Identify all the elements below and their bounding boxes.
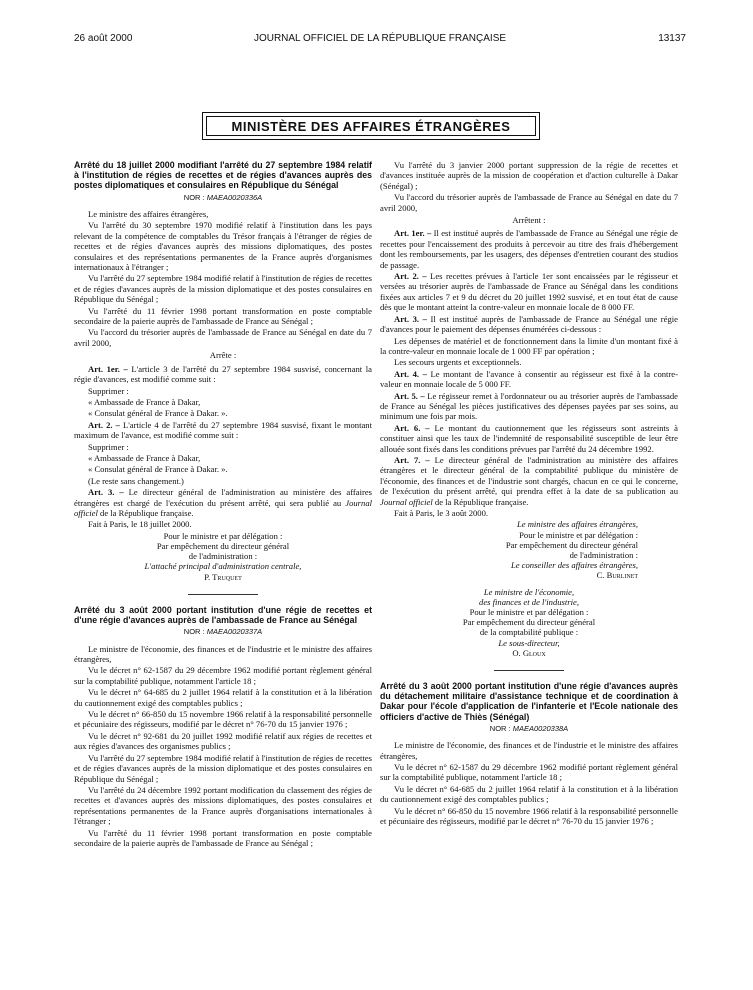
doc1-article-3 [74, 487, 372, 518]
article-text: Le directeur général de l'administration au ministère des affaires étrangères est chargé de l'exécution du présent arrêté, qui sera publié au [74, 487, 372, 508]
doc2-nor-code: MAEA0020337A [206, 627, 263, 637]
article-label: Art. 7. – [394, 454, 430, 465]
doc1-signature-line: de l'administration : [188, 551, 258, 562]
article-text: de la République française. [100, 507, 194, 518]
doc2-signature-line: de l'administration : [569, 550, 638, 561]
doc1-nor-label: NOR : [183, 192, 205, 202]
doc2-para: Vu l'accord du trésorier auprès de l'ambassade de France au Sénégal en date du 7 avril 2000, [380, 192, 678, 213]
doc2-fait: Fait à Paris, le 3 août 2000. [394, 508, 489, 518]
article-text: L'article 3 de l'arrêté du 27 septembre 1984 susvisé, concernant la régie d'avances, est modifié comme suit : [74, 363, 372, 385]
header-date: 26 août 2000 [74, 33, 133, 44]
doc2-arretent: Arrêtent : [512, 215, 546, 226]
doc3-para: Vu le décret n° 66-850 du 15 novembre 1966 relatif à la responsabilité personnelle et pécuniaire des régisseurs, modifié par le décret n° 76-70 du 15 janvier 1976 ; [380, 805, 678, 827]
doc1-para: « Ambassade de France à Dakar, [88, 452, 201, 463]
article-text: Le directeur général de l'administration au ministère des affaires étrangères et le directeur général de la comptabilité publique du ministère de l'économie, des finances et de l'industrie sont chargés, chacun en ce qui le concerne, de l'exécution du présent arrêté, qui prendra effet à la date de sa publication au [380, 454, 678, 497]
doc1-para: Vu l'arrêté du 11 février 1998 portant transformation en poste comptable secondaire de la paierie auprès de l'ambassade de France au Sénégal ; [74, 305, 372, 327]
article-text: Le régisseur remet à l'ordonnateur ou au trésorier auprès de l'ambassade de France au Sénégal les pièces justificatives des dépenses payées par ses soins, au minimum une fois par mois. [380, 390, 678, 422]
doc1-para: « Ambassade de France à Dakar, [88, 396, 201, 407]
doc1-signature-line: Pour le ministre et par délégation : [163, 530, 283, 541]
doc1-para: « Consulat général de France à Dakar. ». [88, 464, 228, 475]
article-label: Art. 5. – [394, 390, 425, 401]
doc2-signature-line: Le conseiller des affaires étrangères, [510, 560, 638, 571]
doc2-signatory: C. Burlinet [596, 570, 638, 581]
doc2-signatory: O. Gloux [512, 647, 546, 658]
doc3-nor [380, 724, 678, 734]
doc3-nor-label: NOR : [489, 723, 511, 733]
doc2-signature-line: Par empêchement du directeur général [462, 617, 596, 628]
doc1-signature-line: L'attaché principal d'administration centrale, [144, 561, 302, 572]
article-text: L'article 4 de l'arrêté du 27 septembre 1984 susvisé, fixant le montant maximum de l'avance, est modifié comme suit : [74, 419, 372, 441]
doc3-para: Vu le décret n° 64-685 du 2 juillet 1964 relatif à la constitution et à la libération du cautionnement exigé des comptables publics ; [380, 783, 678, 805]
article-label: Art. 4. – [394, 368, 427, 379]
ministry-title: MINISTÈRE DES AFFAIRES ÉTRANGÈRES [206, 116, 536, 136]
doc2-para: Les secours urgents et exceptionnels. [394, 357, 522, 368]
doc2-para: Vu le décret n° 62-1587 du 29 décembre 1962 modifié portant règlement général sur la comptabilité publique, notamment l'article 18 ; [74, 665, 372, 686]
running-header [74, 33, 686, 47]
doc2-signature-line: Le ministre de l'économie, [483, 586, 575, 597]
doc1-signatory: P. Truquet [204, 571, 242, 582]
doc3-nor-code: MAEA0020338A [512, 723, 569, 733]
doc2-article-4 [380, 369, 678, 390]
article-text: Il est institué auprès de l'ambassade de France au Sénégal une régie de recettes pour l'encaissement des produits à percevoir au titre des frais d'hébergement dont les remboursements, par les usagers, des dépenses d'entretien courant des studios de passage. [380, 228, 678, 270]
doc2-para: Vu l'arrêté du 3 janvier 2000 portant suppression de la régie de recettes et d'avances instituée auprès de la mission de coopération et d'action culturelle à Dakar (Sénégal) ; [380, 160, 678, 191]
doc2-signature-line: de la comptabilité publique : [479, 627, 579, 638]
doc1-para: Vu l'arrêté du 27 septembre 1984 modifié relatif à l'institution de régies de recettes et de régies d'avances auprès de la mission diplomatique et des postes consulaires en République du Sénégal ; [74, 273, 372, 305]
doc2-article-6 [380, 423, 678, 454]
doc2-signature-line: Par empêchement du directeur général [505, 539, 638, 550]
doc1-nor [74, 193, 372, 203]
doc1-para: Supprimer : [88, 385, 129, 396]
doc2-para: Vu l'arrêté du 24 décembre 1992 portant modification du classement des régies de recettes et d'avances auprès des missions diplomatiques, des postes consulaires et représentations permanentes de la France auprès d'organisations internationales à l'étranger ; [74, 784, 372, 827]
article-label: Art. 1er. – [394, 228, 432, 239]
article-label: Art. 1er. – [88, 363, 128, 374]
doc3-title: Arrêté du 3 août 2000 portant institution d'une régie d'avances auprès du détachement militaire d'assistance technique et de coordination à Dakar pour l'école d'application de l'infanterie et l'Ecole nationale des officiers d'active de Thiès (Sénégal) [380, 681, 678, 722]
doc2-article-2 [380, 271, 678, 313]
doc1-signature-line: Par empêchement du directeur général [156, 541, 290, 551]
article-label: Art. 3. – [394, 313, 427, 324]
doc1-para: Supprimer : [88, 441, 129, 452]
header-page-number: 13137 [658, 33, 686, 44]
doc1-nor-code: MAEA0020336A [206, 192, 263, 202]
article-text: Les recettes prévues à l'article 1er sont encaissées par le régisseur et versées au trésorier auprès de l'ambassade de France au Sénégal dans les conditions fixées aux articles 7 et 9 du décret du 20 juillet 1992 susvisé, et en tout état de cause dès que le montant atteint la contre-valeur en monnaie locale de 8 000 FF. [380, 271, 678, 313]
doc2-article-3 [380, 314, 678, 335]
doc1-article-2 [74, 420, 372, 441]
doc2-para: Vu le décret n° 66-850 du 15 novembre 1966 relatif à la responsabilité personnelle et pécuniaire des régisseurs, modifié par le décret n° 76-70 du 15 janvier 1976 ; [74, 709, 372, 730]
article-label: Art. 2. – [88, 419, 120, 430]
doc3-para: Le ministre de l'économie, des finances et de l'industrie et le ministre des affaires étrangères, [380, 740, 678, 761]
left-column [74, 160, 372, 849]
article-label: Art. 3. – [88, 487, 124, 498]
journal-officiel-ref: Journal officiel [380, 496, 433, 507]
header-journal-title: JOURNAL OFFICIEL DE LA RÉPUBLIQUE FRANÇAISE [253, 33, 507, 44]
doc2-para: Vu l'arrêté du 11 février 1998 portant transformation en poste comptable secondaire de la paierie auprès de l'ambassade de France au Sénégal ; [74, 827, 372, 848]
doc2-signature-line: Pour le ministre et par délégation : [519, 529, 638, 540]
journal-officiel-ref: Journal officiel [74, 497, 372, 518]
doc2-article-5 [380, 391, 678, 422]
doc2-para: Les dépenses de matériel et de fonctionnement dans la limite d'un montant fixé à la contre-valeur en monnaie locale de 1 000 FF par opération ; [380, 335, 678, 356]
doc2-article-7 [380, 455, 678, 507]
doc2-signature-line: Pour le ministre et par délégation : [469, 607, 589, 618]
doc1-para: (Le reste sans changement.) [88, 475, 184, 486]
doc2-nor [74, 627, 372, 637]
doc1-article-1 [74, 364, 372, 385]
ministry-box [202, 112, 540, 140]
article-label: Art. 6. – [394, 422, 430, 433]
article-text: Il est institué auprès de l'ambassade de France au Sénégal une régie d'avances pour le paiement des dépenses énumérées ci-dessous : [380, 313, 678, 335]
section-divider [188, 594, 258, 595]
doc2-para: Vu le décret n° 92-681 du 20 juillet 1992 modifié relatif aux régies de recettes et aux régies d'avances des organismes publics ; [74, 730, 372, 752]
doc2-para: Le ministre de l'économie, des finances et de l'industrie et le ministre des affaires étrangères, [74, 643, 372, 665]
article-text: Le montant du cautionnement que les régisseurs sont astreints à constituer ainsi que les taux de l'indemnité de responsabilité susceptible de leur être allouée sont fixés dans les conditions prévues par l'arrêté du 24 décembre 1992. [380, 422, 678, 454]
article-text: Le montant de l'avance à consentir au régisseur est fixé à la contre-valeur en monnaie locale de 5 000 FF. [380, 368, 678, 390]
doc1-para: Le ministre des affaires étrangères, [88, 209, 209, 220]
doc1-para: Vu l'accord du trésorier auprès de l'ambassade de France au Sénégal en date du 7 avril 2000, [74, 327, 372, 348]
article-text: de la République française. [434, 496, 529, 507]
doc2-para: Vu l'arrêté du 27 septembre 1984 modifié relatif à l'institution de régies de recettes et de régies d'avances auprès de la mission diplomatique et des postes consulaires en République du Sénégal ; [74, 752, 372, 784]
doc3-para: Vu le décret n° 62-1587 du 29 décembre 1962 modifié portant règlement général sur la comptabilité publique, notamment l'article 18 ; [380, 762, 678, 783]
doc2-article-1 [380, 228, 678, 270]
article-label: Art. 2. – [394, 271, 427, 282]
doc1-para: Vu l'arrêté du 30 septembre 1970 modifié relatif à l'institution dans les pays relevant de la compétence de comptables du Trésor français à l'étranger de régies de recettes et de régies d'avances auprès des missions diplomatiques, des postes consulaires et des représentations permanentes de la France auprès d'organismes internationaux à l'étranger ; [74, 220, 372, 273]
section-divider [494, 670, 564, 671]
doc2-nor-label: NOR : [183, 627, 205, 637]
doc2-signature-line: Le sous-directeur, [498, 637, 560, 648]
doc1-title: Arrêté du 18 juillet 2000 modifiant l'arrêté du 27 septembre 1984 relatif à l'institution de régies de recettes et de régies d'avances auprès des postes diplomatiques et consulaires en République du Sénégal [74, 160, 372, 191]
doc1-para: « Consulat général de France à Dakar. ». [88, 408, 228, 419]
right-column [380, 160, 678, 828]
doc1-arrete: Arrête : [209, 350, 237, 361]
doc2-signature-line: des finances et de l'industrie, [479, 596, 579, 607]
doc2-para: Vu le décret n° 64-685 du 2 juillet 1964 relatif à la constitution et à la libération du cautionnement exigé des comptables publics ; [74, 687, 372, 708]
doc2-signature-line: Le ministre des affaires étrangères, [516, 519, 638, 530]
doc1-fait: Fait à Paris, le 18 juillet 2000. [88, 519, 192, 530]
doc2-title: Arrêté du 3 août 2000 portant institution d'une régie de recettes et d'une régie d'avances auprès de l'ambassade de France au Sénégal [74, 604, 372, 626]
